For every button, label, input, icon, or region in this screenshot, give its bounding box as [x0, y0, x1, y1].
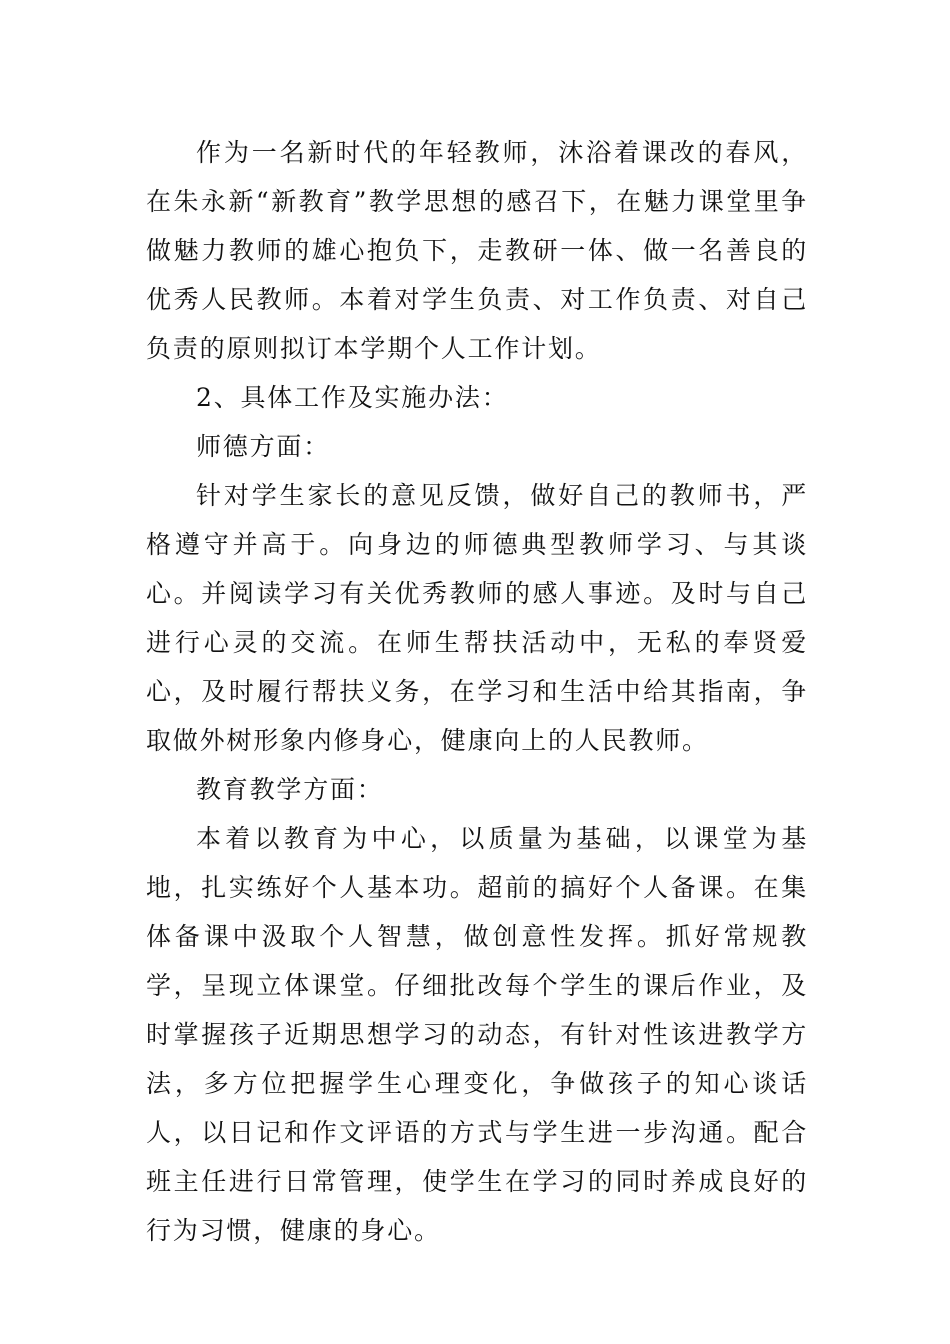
heading-teacher-ethics: 师德方面：	[196, 432, 331, 461]
heading-teaching: 教育教学方面：	[196, 775, 384, 804]
paragraph-teaching: 本着以教育为中心，以质量为基础，以课堂为基地，扎实练好个人基本功。超前的搞好个人备课。在集体备课中汲取个人智慧，做创意性发挥。抓好常规教学，呈现立体课堂。仔细批改每个学生的课后作业，及时掌握孩子近期思想学习的动态，有针对性该进教学方法，多方位把握学生心理变化，争做孩子的知心谈话人，以日记和作文评语的方式与学生进一步沟通。配合班主任进行日常管理，使学生在学习的同时养成良好的行为习惯，健康的身心。	[146, 824, 808, 1245]
paragraph-intro: 作为一名新时代的年轻教师，沐浴着课改的春风，在朱永新“新教育”教学思想的感召下，在魅力课堂里争做魅力教师的雄心抱负下，走教研一体、做一名善良的优秀人民教师。本着对学生负责、对工作负责、对自己负责的原则拟订本学期个人工作计划。	[146, 138, 808, 363]
document-body	[146, 128, 808, 1255]
heading-specific-work: 2、具体工作及实施办法：	[196, 383, 509, 412]
paragraph-teacher-ethics: 针对学生家长的意见反馈，做好自己的教师书，严格遵守并高于。向身边的师德典型教师学习、与其谈心。并阅读学习有关优秀教师的感人事迹。及时与自己进行心灵的交流。在师生帮扶活动中，无私的奉贤爱心，及时履行帮扶义务，在学习和生活中给其指南，争取做外树形象内修身心，健康向上的人民教师。	[146, 481, 808, 755]
